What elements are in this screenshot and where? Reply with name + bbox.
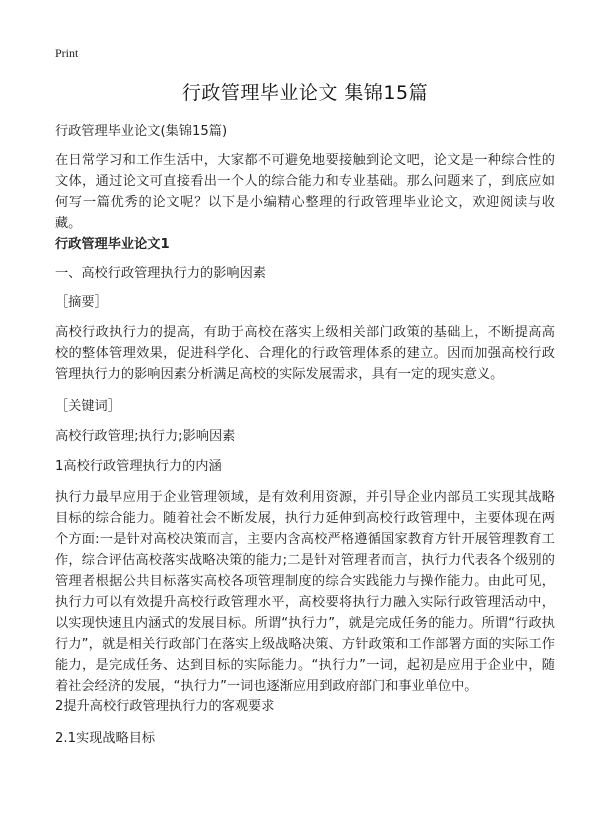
keywords-label: ［关键词］ [55, 399, 121, 414]
print-link[interactable]: Print [55, 46, 79, 60]
abstract-paragraph: 高校行政执行力的提高，有助于高校在落实上级相关部门政策的基础上，不断提高高校的整体管理效果，促进科学化、合理化的行政管理体系的建立。因而加强高校行政管理执行力的影响因素分析满足高校的实际发展需求，具有一定的现实意义。 [55, 325, 555, 382]
keywords-text: 高校行政管理;执行力;影响因素 [55, 429, 236, 444]
heading-2: 2提升高校行政管理执行力的客观要求 [55, 699, 275, 714]
heading-1: 1高校行政管理执行力的内涵 [55, 459, 222, 474]
body-paragraph-1: 执行力最早应用于企业管理领域，是有效利用资源，并引导企业内部员工实现其战略目标的综合能力。随着社会不断发展，执行力延伸到高校行政管理中，主要体现在两个方面:一是针对高校决策而言，主要内含高校严格遵循国家教育方针开展管理教育工作，综合评估高校落实战略决策的能力;二是针对管理者而言，执行力代表各个级别的管理者根据公共目标落实高校各项管理制度的综合实践能力与操作能力。由此可见，执行力可以有效提升高校行政管理水平，高校要将执行力融入实际行政管理活动中，以实现快速且内涵式的发展目标。所谓“执行力”，就是完成任务的能力。所谓“行政执行力”，就是相关行政部门在落实上级战略决策、方针政策和工作部署方面的实际工作能力，是完成任务、达到目标的实际能力。“执行力”一词，起初是应用于企业中，随着社会经济的发展，“执行力”一词也逐渐应用到政府部门和事业单位中。 [55, 490, 555, 694]
abstract-label: ［摘要］ [55, 295, 108, 310]
section-title: 行政管理毕业论文1 [55, 237, 170, 252]
document-title: 行政管理毕业论文 集锦15篇 [181, 82, 429, 104]
intro-paragraph: 在日常学习和工作生活中，大家都不可避免地要接触到论文吧，论文是一种综合性的文体，通过论文可直接看出一个人的综合能力和专业基础。那么问题来了，到底应如何写一篇优秀的论文呢？以下是小编精心整理的行政管理毕业论文，欢迎阅读与收藏。 [55, 153, 555, 231]
heading-2-1: 2.1实现战略目标 [55, 731, 156, 746]
document-subtitle: 行政管理毕业论文(集锦15篇) [55, 124, 228, 139]
paper-title: 一、高校行政管理执行力的影响因素 [55, 266, 266, 281]
